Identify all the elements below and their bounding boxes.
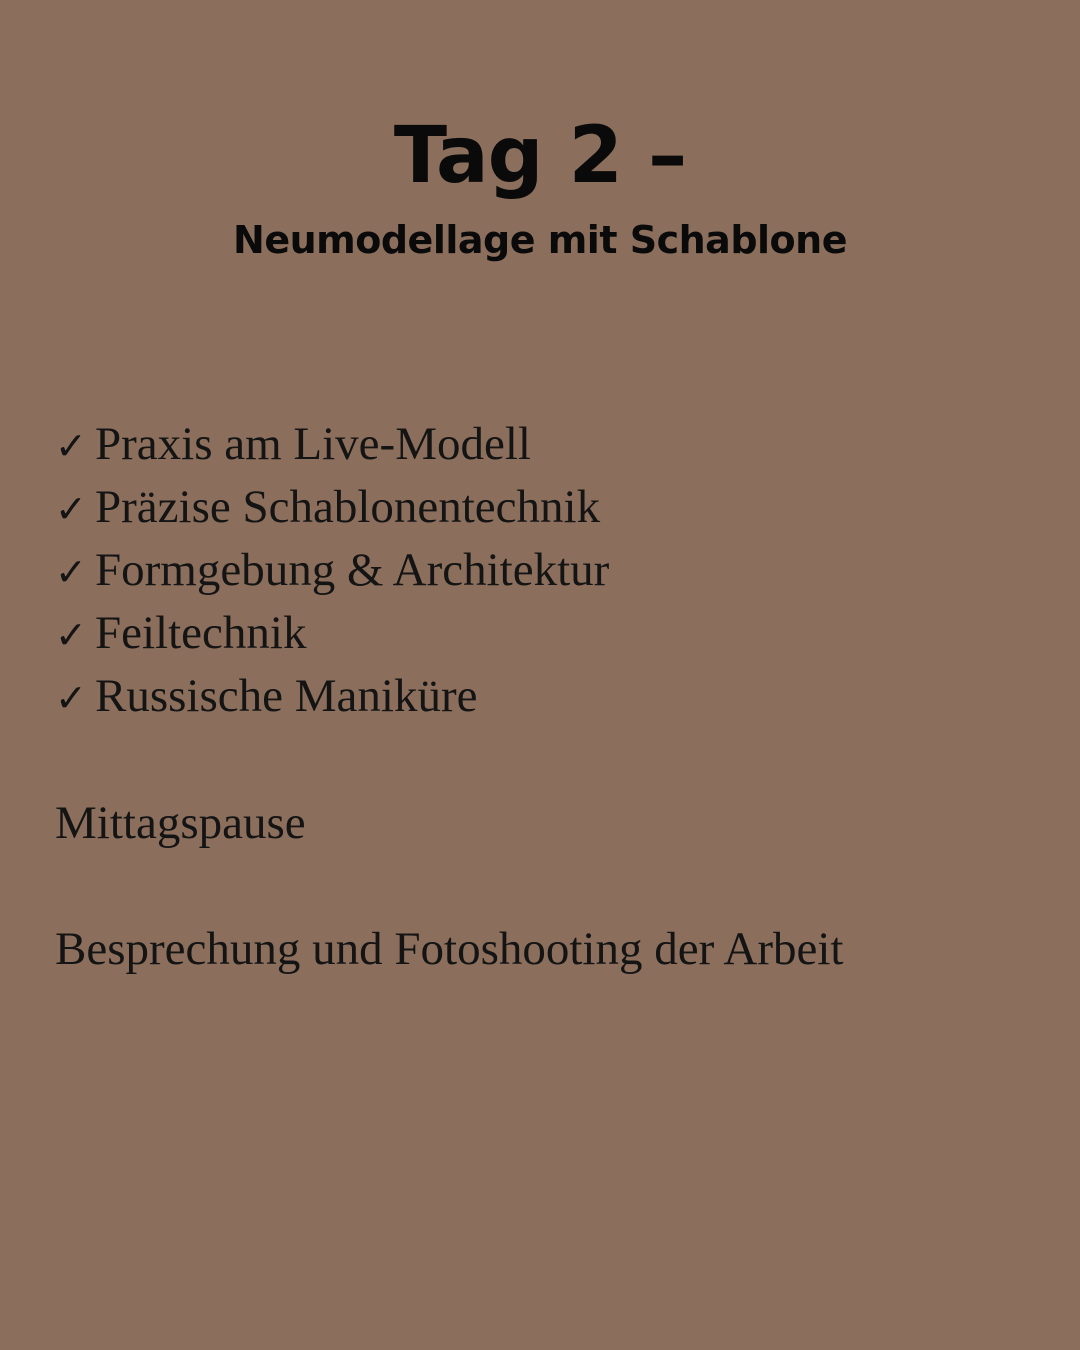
closing-text: Besprechung und Fotoshooting der Arbeit — [55, 923, 844, 975]
checklist-item-label: Präzise Schablonentechnik — [95, 481, 601, 533]
checklist-item — [55, 602, 609, 665]
checkmark-icon: ✓ — [55, 550, 87, 594]
checklist-item-label: Russische Maniküre — [95, 670, 478, 722]
checklist-item-label: Formgebung & Architektur — [95, 544, 610, 596]
agenda-checklist — [55, 413, 609, 728]
page-subtitle: Neumodellage mit Schablone — [233, 218, 847, 262]
checklist-item — [55, 413, 609, 476]
checkmark-icon: ✓ — [55, 676, 87, 720]
checklist-item-label: Feiltechnik — [95, 607, 307, 659]
checklist-item — [55, 665, 609, 728]
checkmark-icon: ✓ — [55, 613, 87, 657]
checkmark-icon: ✓ — [55, 424, 87, 468]
checklist-item-label: Praxis am Live-Modell — [95, 418, 531, 470]
lunch-break-text: Mittagspause — [55, 797, 306, 849]
checklist-item — [55, 476, 609, 539]
checklist-item — [55, 539, 609, 602]
page-title: Tag 2 – — [393, 111, 687, 201]
checkmark-icon: ✓ — [55, 487, 87, 531]
